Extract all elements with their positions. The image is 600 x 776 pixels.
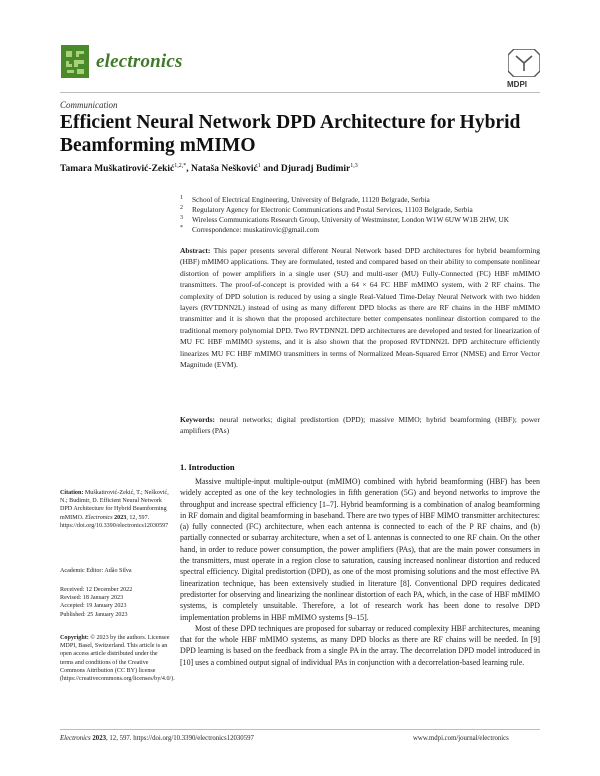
author-affil: 1,2,* xyxy=(174,163,187,169)
journal-name: electronics xyxy=(96,51,183,72)
citation-block: Citation: Muškatirović-Zekić, T.; Nešković, N.; Budimir, D. Efficient Neural Network DPD Architecture for Hybrid Beamforming mMIMO. Electronics 2023, 12, 597. https://doi.org/10.3390/electronics12030597 xyxy=(60,490,169,529)
footer-journal-url[interactable]: www.mdpi.com/journal/electronics xyxy=(413,735,509,742)
academic-editor: Academic Editor: Adão Silva xyxy=(60,568,132,574)
revised-date: Revised: 18 January 2023 xyxy=(60,595,124,602)
author-affil: 1 xyxy=(257,163,261,169)
paragraph: Most of these DPD techniques are proposed for subarray or reduced complexity HBF architectures, meaning that for the whole HBF mMIMO systems, as many DPD blocks as there are RF chains will be needed. In [9] DPD learning is based on the feedback from a single PA in the array. The decorrelation DPD model introduced in [10] uses a combined output signal of individual PAs in conjunction with a decorrelation-based learning rule. xyxy=(180,623,540,667)
paragraph: Massive multiple-input multiple-output (mMIMO) combined with hybrid beamforming (HBF) has been widely accepted as one of the key technologies in fifth generation (5G) and beyond networks to improve the throughput and increase spectral efficiency [1–7]. Hybrid beamforming is a combination of analog beamforming in RF domain and digital beamforming in baseband. There are two types of HBF MIMO transmitter architectures: (a) fully connected (FC) architecture, when each antenna is connected to each of the P RF chains, and (b) partially connected or subarray architecture, when a set of L antennas is connected to one RF chain. On the other hand, in order to reduce power consumption, the power amplifiers (PAs), that are the main power consumers in the transmitters, must operate in a region close to saturation, causing increased nonlinear distortion and reduced spectral efficiency. Digital predistortion (DPD), as one of the most promising solutions and the most effective PA linearization technique, has been extensively studied in literature [8]. Conventional DPD requires dedicated predistorter for observing and linearizing the nonlinear distortion of each PA, which, in the case of HBF mMIMO systems, is completely unsuitable. Therefore, a lot of research work has been done to resolve DPD implementation problems in HBF mMIMO systems [9–15]. xyxy=(180,477,540,622)
affiliation: 1 School of Electrical Engineering, University of Belgrade, 11120 Belgrade, Serbia xyxy=(180,195,430,204)
abstract-label: Abstract: xyxy=(180,246,211,255)
header-divider xyxy=(60,92,540,93)
abstract xyxy=(180,245,540,370)
mdpi-logo-icon xyxy=(508,49,540,77)
published-date: Published: 25 January 2023 xyxy=(60,611,128,618)
publisher-name: MDPI xyxy=(507,80,527,89)
affiliation: 3 Wireless Communications Research Group, University of Westminster, London W1W 6UW W1B 2HW, UK xyxy=(180,215,510,224)
affiliation: 2 Regulatory Agency for Electronic Communications and Postal Services, 11103 Belgrade, Serbia xyxy=(180,205,473,214)
author-separator: and xyxy=(260,164,281,175)
keywords xyxy=(180,414,540,437)
footer-divider xyxy=(60,729,540,730)
author-name: Nataša Nešković xyxy=(191,164,258,175)
author-name: Tamara Muškatirović-Zekić xyxy=(60,164,175,175)
author-affil: 1,3 xyxy=(350,163,358,169)
section-heading: 1. Introduction xyxy=(180,462,235,472)
section-body xyxy=(180,476,540,668)
article-type: Communication xyxy=(60,100,118,110)
author-separator: , xyxy=(186,164,192,175)
dates-block xyxy=(60,586,170,619)
accepted-date: Accepted: 19 January 2023 xyxy=(60,603,127,610)
abstract-text: This paper presents several different Neural Network based DPD architectures for hybrid beamforming (HBF) mMIMO applications. They are formulated, tested and compared based on their ability to compensate nonlinear distortion of power amplifiers in a single user (SU) and multi-user (MU) Fully-Connected (FC) HBF mMIMO transmitters. The proof-of-concept is provided with a 64 × 64 FC HBF mMIMO system, with 2 RF chains. The complexity of DPD solution is reduced by using a single Real-Valued Time-Delay Neural Network with two hidden layers (RVTDNN2L) instead of using as many different DPD blocks as there are RF chains in the HBF mMIMO transmitter and it is shown that the proposed architecture better compensates nonlinear distortion compared to the traditional memory polynomial DPD. Two RVTDNN2L DPD architectures are developed and tested for linearization of MU FC HBF mMIMO systems, and it is also shown that the proposed RVTDNN2L DPD architecture efficiently linearizes MU FC HBF mMIMO transmitters in terms of Normalized Mean-Squared Error (NMSE) and Error Vector Magnitude (EVM). xyxy=(180,246,540,370)
article-title: Efficient Neural Network DPD Architecture for Hybrid Beamforming mMIMO xyxy=(60,112,521,156)
author-name: Djuradj Budimir xyxy=(280,164,351,175)
footer-citation: Electronics 2023, 12, 597. https://doi.org/10.3390/electronics12030597 xyxy=(60,735,254,742)
received-date: Received: 12 December 2022 xyxy=(60,587,133,593)
keywords-text: neural networks; digital predistortion (DPD); massive MIMO; hybrid beamforming (HBF); power amplifiers (PAs) xyxy=(180,415,541,436)
correspondence: * Correspondence: muskatirovic@gmail.com xyxy=(180,225,320,234)
copyright-block: Copyright: © 2023 by the authors. Licensee MDPI, Basel, Switzerland. This article is an open access article distributed under the terms and conditions of the Creative Commons Attribution (CC BY) license (https://creativecommons.org/licenses/by/4.0/). xyxy=(60,635,175,683)
author-list xyxy=(60,163,358,174)
keywords-label: Keywords: xyxy=(180,415,215,424)
journal-logo-icon xyxy=(61,45,89,78)
